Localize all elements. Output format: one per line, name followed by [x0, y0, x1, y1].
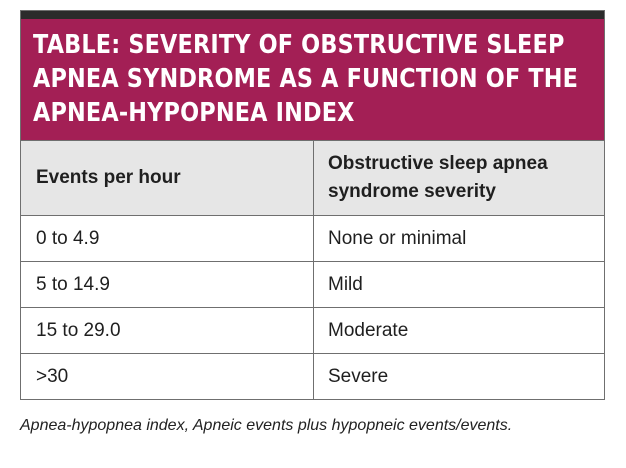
column-header-severity: Obstructive sleep apnea syndrome severity — [313, 140, 604, 215]
column-header-events: Events per hour — [21, 140, 313, 215]
table-footnote: Apnea-hypopnea index, Apneic events plus hypopneic events/events. — [20, 417, 513, 434]
table-cell-severity: Moderate — [313, 307, 604, 353]
table-cell-severity: Severe — [313, 353, 604, 399]
table-cell-events: >30 — [21, 353, 313, 399]
table-cell-events: 15 to 29.0 — [21, 307, 313, 353]
table-grid — [21, 140, 604, 399]
table-cell-severity: None or minimal — [313, 215, 604, 261]
table-cell-events: 0 to 4.9 — [21, 215, 313, 261]
title-band — [21, 19, 604, 140]
table-cell-events: 5 to 14.9 — [21, 261, 313, 307]
severity-table — [20, 10, 605, 400]
table-cell-severity: Mild — [313, 261, 604, 307]
table-title: TABLE: SEVERITY OF OBSTRUCTIVE SLEEP APNEA SYNDROME AS A FUNCTION OF THE APNEA-HYPOPNEA INDEX — [33, 30, 579, 128]
top-rule — [21, 11, 604, 19]
